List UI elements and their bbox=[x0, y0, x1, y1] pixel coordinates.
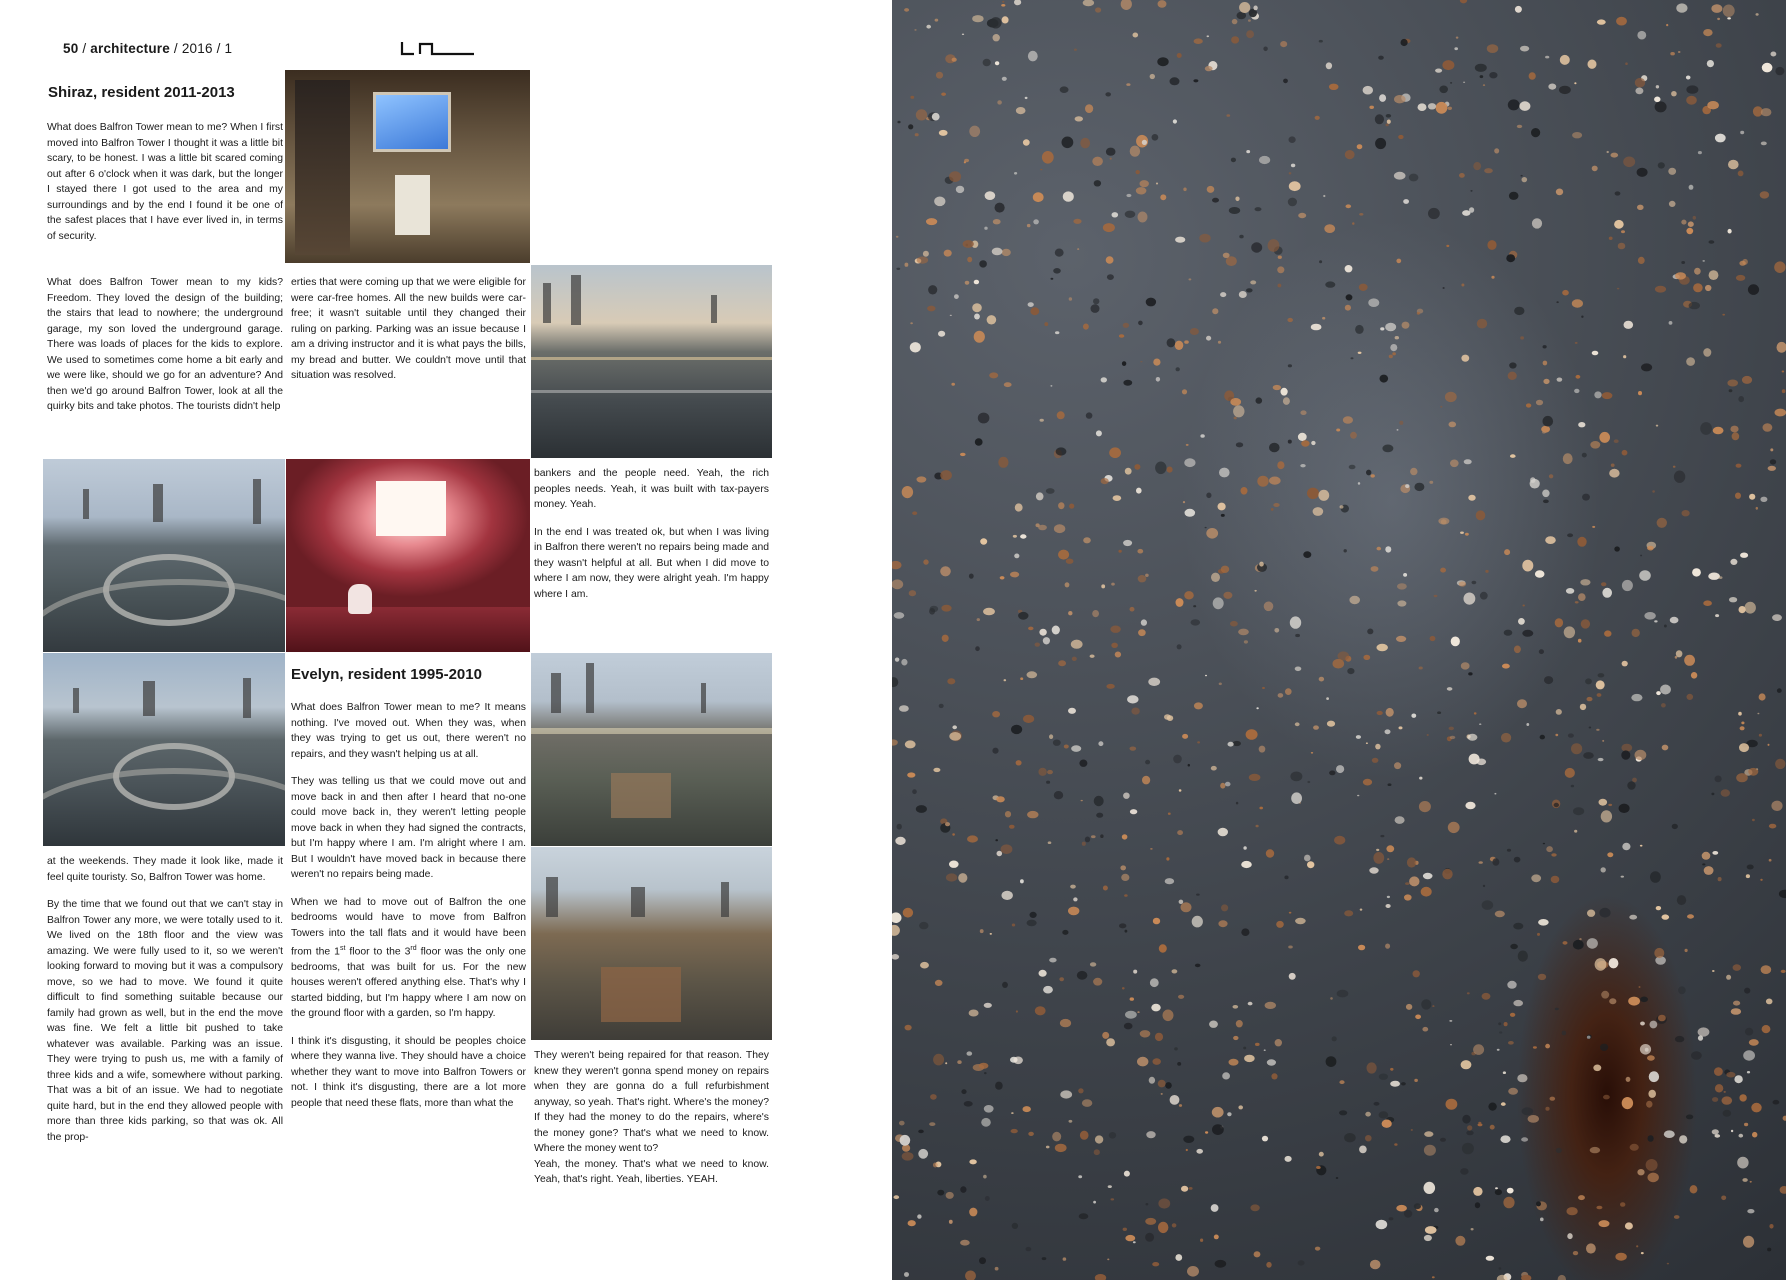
page-number: 50 bbox=[63, 41, 79, 56]
aggregate-concrete-photo bbox=[892, 0, 1786, 1280]
estate-photo-3 bbox=[531, 847, 772, 1040]
evelyn-paragraph-3: When we had to move out of Balfron the one bedrooms would have to move from Balfron Towers into the tall flats and it would have been from the 1st floor to the 3rd floor was the only one bedrooms, that was built for us. For the new houses weren't offered anything else. That's why I started bidding, but I'm happy where I am now on the ground floor with a garden, so I'm happy. bbox=[291, 896, 527, 1020]
evelyn-main-column bbox=[291, 700, 526, 1111]
estate-photo-1 bbox=[531, 265, 772, 458]
evelyn-repairs-paragraph-2: Yeah, the money. That's what we need to know. Yeah, that's right. Yeah, liberties. YEAH. bbox=[534, 1158, 769, 1185]
shiraz-intro-column bbox=[47, 120, 283, 244]
highway-photo-1 bbox=[43, 459, 285, 652]
shiraz-kids-paragraph: What does Balfron Tower mean to my kids? Freedom. They loved the design of the building; the stairs that lead to nowhere; the underground garage, my son loved the underground garage. There was loads of places for the kids to explore. We used to sometimes come home a bit early and we were like, should we go for an adventure? And then we'd go around Balfron Tower, look at all the quirky bits and take photos. The tourists didn't help bbox=[47, 277, 283, 412]
shiraz-moving-paragraph: By the time that we found out that we can't stay in Balfron Tower any more, we were totally used to it. We lived on the 18th floor and the view was amazing. We were fully used to it, so we weren't looking forward to moving but it was a compulsory move, so we had to move. We found it quite difficult to find something suitable because our family had grown as well, but in the end the move was fine. We felt a little bit pushed to take whatever was available. Parking was an issue. They were trying to push us, me with a family of three kids and a wife, somewhere without parking. That was a bit of an issue. We had to negotiate quite hard, but in the end they allowed people with more than three kids parking, so that was ok. All the prop- bbox=[47, 899, 283, 1143]
left-page bbox=[0, 0, 892, 1280]
shiraz-kids-column bbox=[47, 275, 283, 415]
evelyn-end-paragraph: In the end I was treated ok, but when I was living in Balfron there weren't no repairs being made and they wasn't helpful at all. But when I did move to where I am now, they were alright yeah. I'm happy where I am. bbox=[534, 526, 769, 600]
shiraz-properties-column bbox=[291, 275, 526, 384]
evelyn-repairs-paragraph-1: They weren't being repaired for that reason. They knew they weren't gonna spend money on repairs when they are gonna do a full refurbishment anyway, so yeah. That's right. Where's the money? If they had the money to do the repairs, where's the money gone? That's what we need to know. Where the money went to? bbox=[534, 1050, 769, 1154]
highway-photo-2 bbox=[43, 653, 285, 846]
evelyn-heading: Evelyn, resident 1995-2010 bbox=[291, 666, 482, 683]
evelyn-paragraph-2: They was telling us that we could move out and move back in and then after I heard that no-one could move back in, they weren't letting people move back in when they had signed the contracts, but I'm happy where I am. I'm alright where I am. But I wouldn't have moved back in because there weren't no repairs being made. bbox=[291, 776, 526, 880]
evelyn-bankers-column bbox=[534, 466, 769, 602]
evelyn-paragraph-4: I think it's disgusting, it should be peoples choice where they wanna live. They should have a choice whether they want to move into Balfron Towers or not. I think it's disgusting, there are a lot more people that need these flats, more than what the bbox=[291, 1035, 526, 1109]
concrete-texture bbox=[892, 0, 1786, 1280]
bathroom-photo bbox=[286, 459, 530, 652]
evelyn-bankers-paragraph: bankers and the people need. Yeah, the rich peoples needs. Yeah, it was built with tax-payers money. Yeah. bbox=[534, 468, 769, 510]
shiraz-moving-column bbox=[47, 854, 283, 1145]
evelyn-repairs-column bbox=[534, 1048, 769, 1188]
magazine-logo-icon bbox=[400, 40, 476, 58]
kitchen-photo bbox=[285, 70, 530, 263]
estate-photo-2 bbox=[531, 653, 772, 846]
issue-number: 2016 / 1 bbox=[181, 41, 233, 56]
section-name: architecture bbox=[90, 41, 170, 56]
page-folio: 50 / architecture / 2016 / 1 bbox=[63, 41, 233, 56]
shiraz-weekends-paragraph: at the weekends. They made it look like, made it feel quite touristy. So, Balfron Tower was home. bbox=[47, 856, 283, 883]
evelyn-paragraph-1: What does Balfron Tower mean to me? It means nothing. I've moved out. When they was, when they was trying to get us out, there weren't no repairs, and they wasn't helping us at all. bbox=[291, 702, 526, 760]
shiraz-properties-paragraph: erties that were coming up that we were eligible for were car-free homes. All the new builds were car-free; it wasn't suitable until they changed their ruling on parking. Parking was an issue because I am a driving instructor and it is what pays the bills, my bread and butter. We couldn't move until that situation was resolved. bbox=[291, 277, 526, 381]
shiraz-intro-paragraph: What does Balfron Tower mean to me? When I first moved into Balfron Tower I thought it was a little bit scary, to be honest. I was a little bit scared coming out after 6 o'clock when it was dark, but the longer I stayed there I got used to the area and my surroundings and by the end I found it be one of the safest places that I have ever lived in, in terms of security. bbox=[47, 122, 283, 242]
shiraz-heading: Shiraz, resident 2011-2013 bbox=[48, 84, 235, 101]
